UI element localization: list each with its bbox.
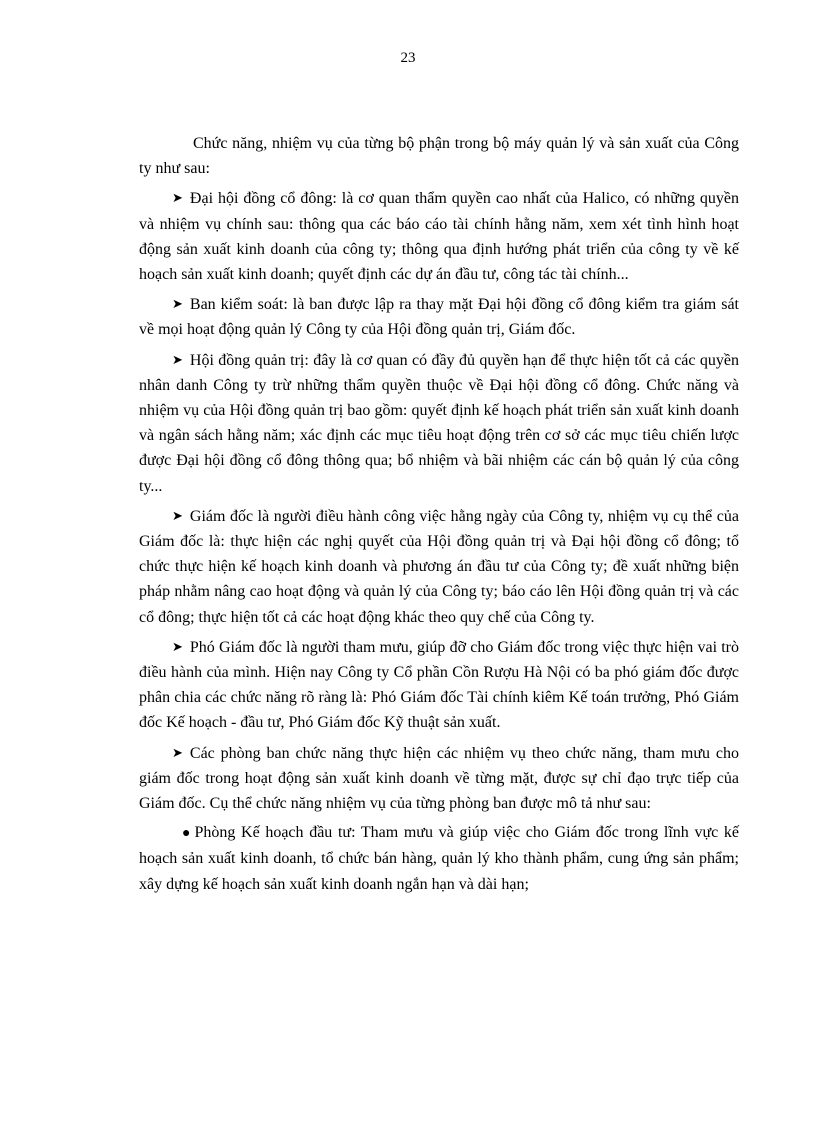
bullet-text: Các phòng ban chức năng thực hiện các nhiệm vụ theo chức năng, tham mưu cho giám đốc trong hoạt động sản xuất kinh doanh về từng mặt, được sự chỉ đạo trực tiếp của Giám đốc. Cụ thể chức năng nhiệm vụ của từng phòng ban được mô tả như sau:: [139, 744, 739, 813]
bullet-text: Hội đồng quản trị: đây là cơ quan có đầy đủ quyền hạn để thực hiện tốt cả các quyền nhân danh Công ty trừ những thẩm quyền thuộc về Đại hội đồng cổ đông. Chức năng và nhiệm vụ của Hội đồng quản trị bao gồm: quyết định kế hoạch phát triển sản xuất kinh doanh và ngân sách hằng năm; xác định các mục tiêu hoạt động trên cơ sở các mục tiêu chiến lược được Đại hội đồng cổ đông thông qua; bổ nhiệm và bãi nhiệm các cán bộ quản lý của công ty...: [139, 351, 739, 495]
sub-bullet-text: Phòng Kế hoạch đầu tư: Tham mưu và giúp việc cho Giám đốc trong lĩnh vực kế hoạch sản xuất kinh doanh, tổ chức bán hàng, quản lý kho thành phẩm, cung ứng sản phẩm; xây dựng kế hoạch sản xuất kinh doanh ngắn hạn và dài hạn;: [139, 824, 739, 893]
page-number: 23: [400, 50, 416, 66]
bullet-dai-hoi-dong-co-dong: [139, 185, 739, 287]
bullet-text: Phó Giám đốc là người tham mưu, giúp đỡ cho Giám đốc trong việc thực hiện vai trò điều hành của mình. Hiện nay Công ty Cổ phần Cồn Rượu Hà Nội có ba phó giám đốc được phân chia các chức năng rõ ràng là: Phó Giám đốc Tài chính kiêm Kế toán trưởng, Phó Giám đốc Kế hoạch - đầu tư, Phó Giám đốc Kỹ thuật sản xuất.: [139, 638, 739, 732]
bullet-hoi-dong-quan-tri: [139, 347, 739, 499]
arrow-bullet-icon: ➤: [172, 351, 183, 367]
arrow-bullet-icon: ➤: [172, 638, 183, 654]
bullet-text: Giám đốc là người điều hành công việc hằng ngày của Công ty, nhiệm vụ cụ thể của Giám đốc là: thực hiện các nghị quyết của Hội đồng quản trị và Đại hội đồng cổ đông; tổ chức thực hiện kế hoạch kinh doanh và phương án đầu tư của Công ty; đề xuất những biện pháp nhằm nâng cao hoạt động và quản lý của Công ty; báo cáo lên Hội đồng quản trị và các cổ đông; thực hiện tốt cả các hoạt động khác theo quy chế của Công ty.: [139, 507, 739, 626]
sub-bullet-phong-ke-hoach-dau-tu: [139, 820, 739, 897]
bullet-cac-phong-ban: [139, 740, 739, 817]
bullet-text: Đại hội đồng cổ đông: là cơ quan thẩm quyền cao nhất của Halico, có những quyền và nhiệm vụ chính sau: thông qua các báo cáo tài chính hằng năm, xem xét tình hình hoạt động sản xuất kinh doanh của công ty; thông qua định hướng phát triển của công ty về kế hoạch sản xuất kinh doanh; quyết định các dự án đầu tư, công tác tài chính...: [139, 190, 739, 284]
arrow-bullet-icon: ➤: [172, 296, 183, 312]
arrow-bullet-icon: ➤: [172, 744, 183, 760]
intro-paragraph: Chức năng, nhiệm vụ của từng bộ phận trong bộ máy quản lý và sản xuất của Công ty như sau:: [139, 135, 739, 178]
body-text: [139, 131, 739, 901]
bullet-text: Ban kiểm soát: là ban được lập ra thay mặt Đại hội đồng cổ đông kiểm tra giám sát về mọi hoạt động quản lý Công ty của Hội đồng quản trị, Giám đốc.: [139, 296, 739, 339]
bullet-pho-giam-doc: [139, 634, 739, 736]
bullet-ban-kiem-soat: [139, 291, 739, 342]
dot-bullet-icon: ●: [182, 826, 191, 842]
bullet-giam-doc: [139, 503, 739, 630]
arrow-bullet-icon: ➤: [172, 190, 183, 206]
arrow-bullet-icon: ➤: [172, 507, 183, 523]
